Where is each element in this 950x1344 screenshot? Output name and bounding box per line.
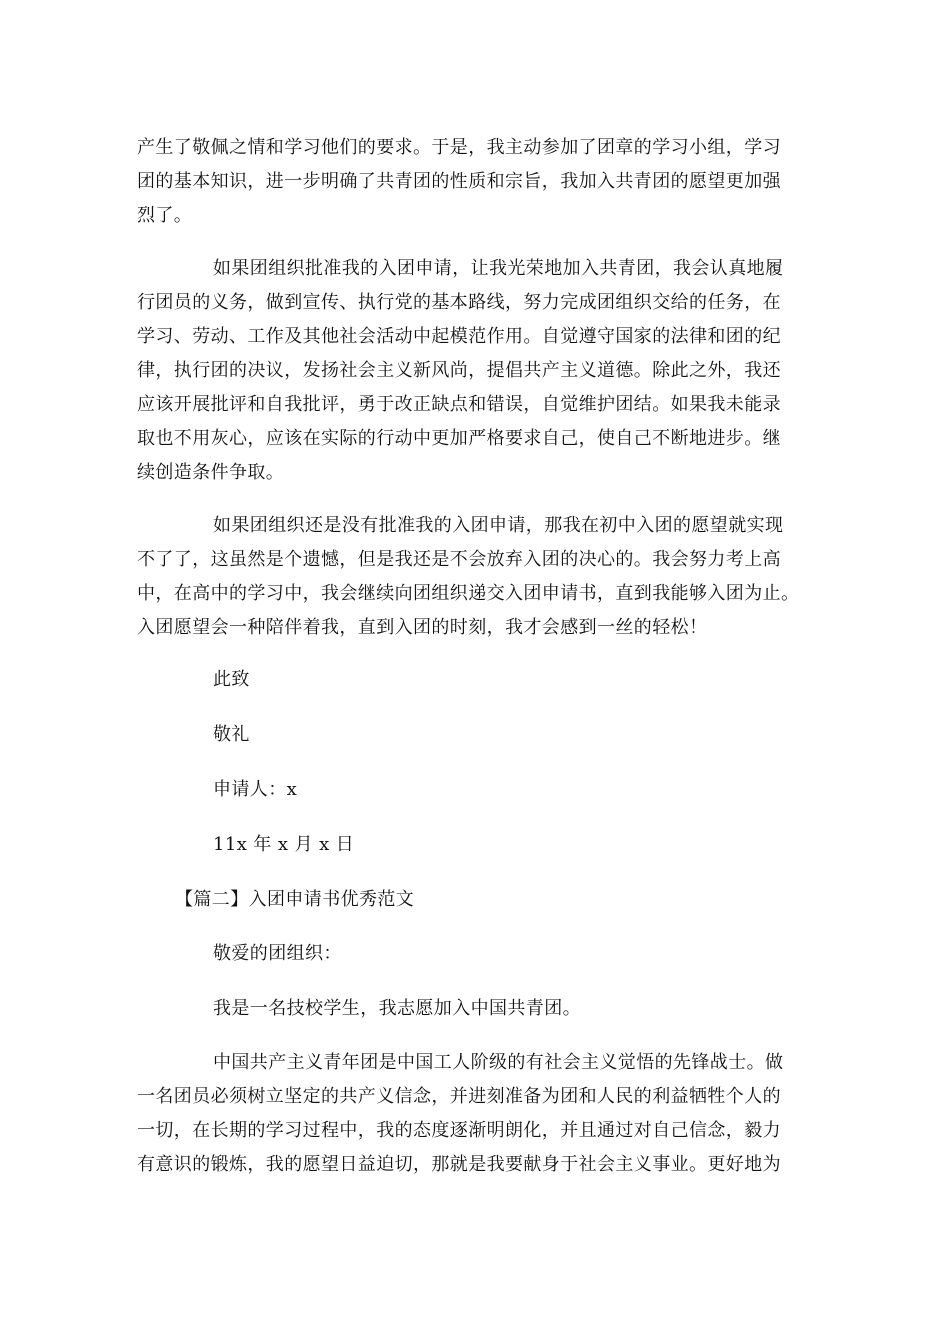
paragraph-4-line-1: 中国共产主义青年团是中国工人阶级的有社会主义觉悟的先锋战士。做	[213, 1052, 784, 1073]
section-heading: 【篇二】入团申请书优秀范文	[175, 889, 415, 910]
paragraph-2-line-1: 如果团组织批准我的入团申请，让我光荣地加入共青团，我会认真地履	[213, 258, 784, 279]
paragraph-2-line-5: 应该开展批评和自我批评，勇于改正缺点和错误，自觉维护团结。如果我未能录	[137, 394, 781, 415]
paragraph-2-line-4: 律，执行团的决议，发扬社会主义新风尚，提倡共产主义道德。除此之外，我还	[137, 360, 781, 381]
date-line: 11x 年 x 月 x 日	[213, 834, 355, 855]
salutation: 敬爱的团组织：	[213, 943, 342, 964]
applicant-signature: 申请人：x	[213, 779, 298, 800]
closing-ci-zhi: 此致	[213, 669, 250, 690]
paragraph-1-line-1: 产生了敬佩之情和学习他们的要求。于是，我主动参加了团章的学习小组，学习	[137, 137, 781, 158]
paragraph-3-line-3: 中，在高中的学习中，我会继续向团组织递交入团申请书，直到我能够入团为止。	[137, 583, 800, 604]
paragraph-4-line-4: 有意识的锻炼，我的愿望日益迫切，那就是我要献身于社会主义事业。更好地为	[137, 1154, 781, 1175]
paragraph-2-line-7: 续创造条件争取。	[137, 462, 285, 483]
paragraph-3-line-1: 如果团组织还是没有批准我的入团申请，那我在初中入团的愿望就实现	[213, 515, 784, 536]
paragraph-4-line-2: 一名团员必须树立坚定的共产义信念，并进刻准备为团和人民的利益牺牲个人的	[137, 1086, 781, 1107]
closing-jing-li: 敬礼	[213, 724, 250, 745]
paragraph-3-line-4: 入团愿望会一种陪伴着我，直到入团的时刻，我才会感到一丝的轻松！	[137, 617, 708, 638]
paragraph-3-line-2: 不了了，这虽然是个遗憾，但是我还是不会放弃入团的决心的。我会努力考上高	[137, 549, 781, 570]
paragraph-2-line-3: 学习、劳动、工作及其他社会活动中起模范作用。自觉遵守国家的法律和团的纪	[137, 326, 781, 347]
paragraph-2-line-6: 取也不用灰心，应该在实际的行动中更加严格要求自己，使自己不断地进步。继	[137, 428, 781, 449]
paragraph-1-line-3-visible: 烈了。	[137, 205, 193, 226]
paragraph-2-line-2: 行团员的义务，做到宣传、执行党的基本路线，努力完成团组织交给的任务，在	[137, 292, 781, 313]
paragraph-4-line-3: 一切，在长期的学习过程中，我的态度逐渐明朗化，并且通过对自己信念，毅力	[137, 1120, 781, 1141]
paragraph-1-line-2: 团的基本知识，进一步明确了共青团的性质和宗旨，我加入共青团的愿望更加强	[137, 171, 781, 192]
intro-statement: 我是一名技校学生，我志愿加入中国共青团。	[213, 998, 581, 1019]
